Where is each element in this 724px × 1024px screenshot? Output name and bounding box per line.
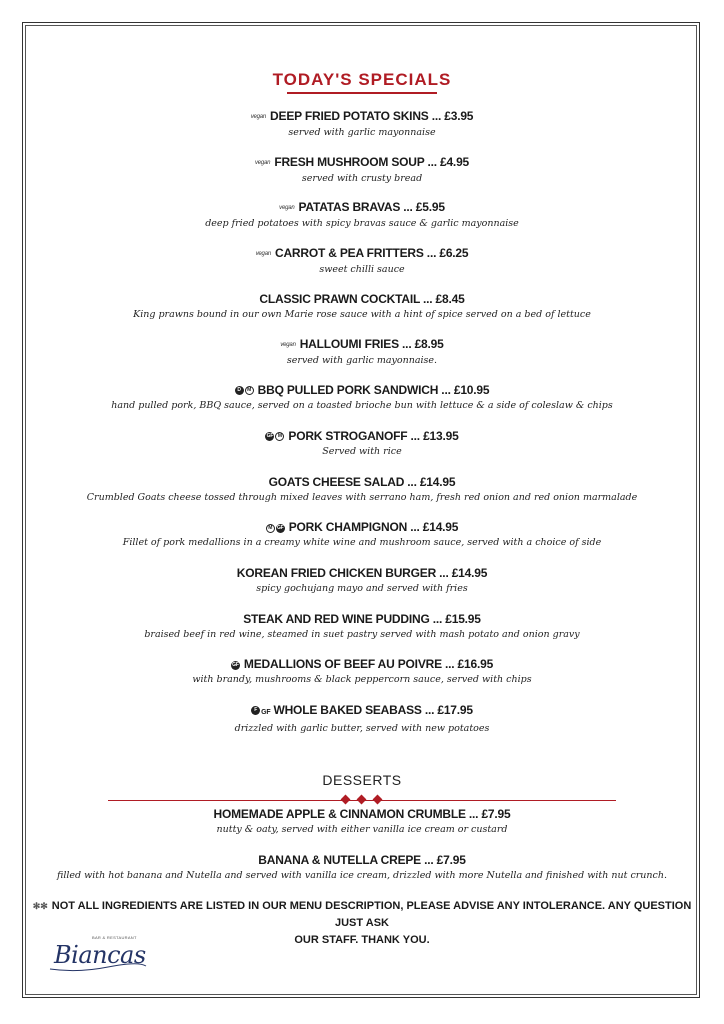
menu-item-description: braised beef in red wine, steamed in suet pastry served with mash potato and onion gravy bbox=[144, 628, 580, 640]
notice-line-1: NOT ALL INGREDIENTS ARE LISTED IN OUR MENU DESCRIPTION, PLEASE ADVISE ANY INTOLERANCE. ANY QUESTION JUST ASK bbox=[51, 900, 692, 929]
menu-item-description: spicy gochujang mayo and served with fries bbox=[256, 582, 468, 594]
menu-item-description: Served with rice bbox=[322, 445, 402, 457]
menu-item-title: CLASSIC PRAWN COCKTAIL ... £8.45 bbox=[259, 291, 465, 306]
menu-item bbox=[0, 656, 724, 702]
vegan-icon: vegan bbox=[255, 250, 271, 257]
menu-item bbox=[0, 565, 724, 611]
menu-item-description: Fillet of pork medallions in a creamy white wine and mushroom sauce, served with a choice of side bbox=[122, 537, 602, 549]
gluten-free-label: GF bbox=[261, 708, 271, 716]
menu-item-name bbox=[0, 474, 724, 490]
menu-item-name bbox=[0, 154, 724, 171]
menu-item-name bbox=[0, 336, 724, 353]
page-title: TODAY'S SPECIALS bbox=[272, 70, 452, 89]
menu-item-name bbox=[0, 611, 724, 627]
title-underline bbox=[287, 92, 437, 94]
logo-swash-icon bbox=[48, 963, 148, 973]
menu-item-name bbox=[0, 108, 724, 125]
menu-item bbox=[0, 611, 724, 657]
menu-item-title: KOREAN FRIED CHICKEN BURGER ... £14.95 bbox=[236, 565, 488, 580]
menu-item-title: WHOLE BAKED SEABASS ... £17.95 bbox=[273, 702, 473, 717]
menu-item bbox=[0, 154, 724, 200]
menu-item-description: deep fried potatoes with spicy bravas sauce & garlic mayonnaise bbox=[205, 218, 519, 230]
dietary-icon: GF bbox=[232, 661, 239, 668]
dietary-icon: M bbox=[275, 432, 284, 441]
dietary-icon: F bbox=[251, 706, 260, 715]
dietary-icon: D bbox=[235, 386, 244, 395]
menu-item-description: with brandy, mushrooms & black peppercorn sauce, served with chips bbox=[192, 674, 532, 686]
vegan-icon: vegan bbox=[250, 113, 267, 120]
menu-item-title: DEEP FRIED POTATO SKINS ... £3.95 bbox=[270, 109, 474, 123]
menu-item-title: GOATS CHEESE SALAD ... £14.95 bbox=[268, 474, 456, 489]
menu-item-title: MEDALLIONS OF BEEF AU POIVRE ... £16.95 bbox=[243, 657, 494, 672]
menu-item-name bbox=[0, 702, 724, 721]
menu-item-name bbox=[0, 382, 724, 398]
dietary-icons bbox=[265, 429, 285, 443]
menu-item-name bbox=[0, 852, 724, 868]
menu-item-description: sweet chilli sauce bbox=[319, 263, 405, 275]
menu-item-title: STEAK AND RED WINE PUDDING ... £15.95 bbox=[243, 611, 481, 626]
logo-text: Biancas bbox=[54, 941, 146, 969]
menu-item bbox=[0, 336, 724, 382]
menu-item bbox=[0, 291, 724, 337]
menu-item bbox=[0, 199, 724, 245]
vegan-icon: vegan bbox=[279, 205, 295, 212]
dietary-icon: M bbox=[245, 386, 254, 395]
menu-item-title: BANANA & NUTELLA CREPE ... £7.95 bbox=[258, 853, 466, 867]
menu-item bbox=[0, 806, 724, 852]
menu-item-title: PATATAS BRAVAS ... £5.95 bbox=[298, 200, 445, 215]
menu-item bbox=[0, 245, 724, 291]
menu-item-title: BBQ PULLED PORK SANDWICH ... £10.95 bbox=[257, 383, 490, 398]
dietary-icons bbox=[251, 703, 270, 717]
menu-item-title: HALLOUMI FRIES ... £8.95 bbox=[299, 337, 444, 352]
menu-item-description: hand pulled pork, BBQ sauce, served on a toasted brioche bun with lettuce & a side of coleslaw & chips bbox=[111, 400, 613, 412]
menu-item-name bbox=[0, 199, 724, 216]
menu-item-name bbox=[0, 291, 724, 307]
desserts-heading: DESSERTS bbox=[322, 772, 402, 788]
menu-item-name bbox=[0, 656, 724, 672]
menu-item-name bbox=[0, 565, 724, 581]
menu-item-description: nutty & oaty, served with either vanilla ice cream or custard bbox=[216, 824, 508, 835]
menu-item-title: CARROT & PEA FRITTERS ... £6.25 bbox=[274, 246, 469, 261]
menu-item-description: King prawns bound in our own Marie rose sauce with a hint of spice served on a bed of lettuce bbox=[133, 308, 591, 320]
notice-line-2: OUR STAFF. THANK YOU. bbox=[294, 934, 430, 946]
logo-subtitle: BAR & RESTAURANT bbox=[92, 935, 137, 940]
menu-item-name bbox=[0, 245, 724, 262]
menu-item-description: drizzled with garlic butter, served with new potatoes bbox=[234, 722, 490, 734]
desserts-list bbox=[0, 806, 724, 898]
menu-item bbox=[0, 474, 724, 520]
menu-item-title: PORK CHAMPIGNON ... £14.95 bbox=[288, 520, 459, 535]
menu-item-description: filled with hot banana and Nutella and served with vanilla ice cream, drizzled with more Nutella and finished with nut crunch. bbox=[56, 870, 667, 881]
menu-item-name bbox=[0, 806, 724, 822]
menu-item bbox=[0, 108, 724, 154]
menu-item-title: FRESH MUSHROOM SOUP ... £4.95 bbox=[274, 154, 470, 169]
menu-item-description: Crumbled Goats cheese tossed through mixed leaves with serrano ham, fresh red onion and red onion marmalade bbox=[86, 491, 638, 503]
menu-item-description: served with garlic mayonnaise. bbox=[286, 355, 438, 367]
menu-item-name bbox=[0, 428, 724, 444]
dietary-icons bbox=[266, 520, 286, 534]
restaurant-logo bbox=[48, 935, 158, 975]
specials-list bbox=[0, 108, 724, 748]
dietary-icons bbox=[231, 657, 241, 671]
menu-item-description: served with garlic mayonnaise bbox=[288, 126, 436, 138]
vegan-icon: vegan bbox=[254, 159, 271, 166]
menu-item bbox=[0, 702, 724, 748]
menu-item-name bbox=[0, 519, 724, 535]
dietary-icon: GF bbox=[266, 433, 274, 440]
menu-item bbox=[0, 428, 724, 474]
snowflake-icon: ✻✻ bbox=[32, 901, 48, 911]
menu-item-title: HOMEMADE APPLE & CINNAMON CRUMBLE ... £7.95 bbox=[213, 807, 511, 821]
menu-item bbox=[0, 519, 724, 565]
vegan-icon: vegan bbox=[280, 342, 296, 349]
menu-item-title: PORK STROGANOFF ... £13.95 bbox=[288, 428, 459, 443]
menu-item bbox=[0, 852, 724, 898]
menu-item-description: served with crusty bread bbox=[301, 172, 423, 184]
dietary-icons bbox=[235, 383, 255, 397]
dietary-icon: M bbox=[266, 524, 275, 533]
menu-item bbox=[0, 382, 724, 428]
dietary-icon: GF bbox=[276, 524, 284, 531]
